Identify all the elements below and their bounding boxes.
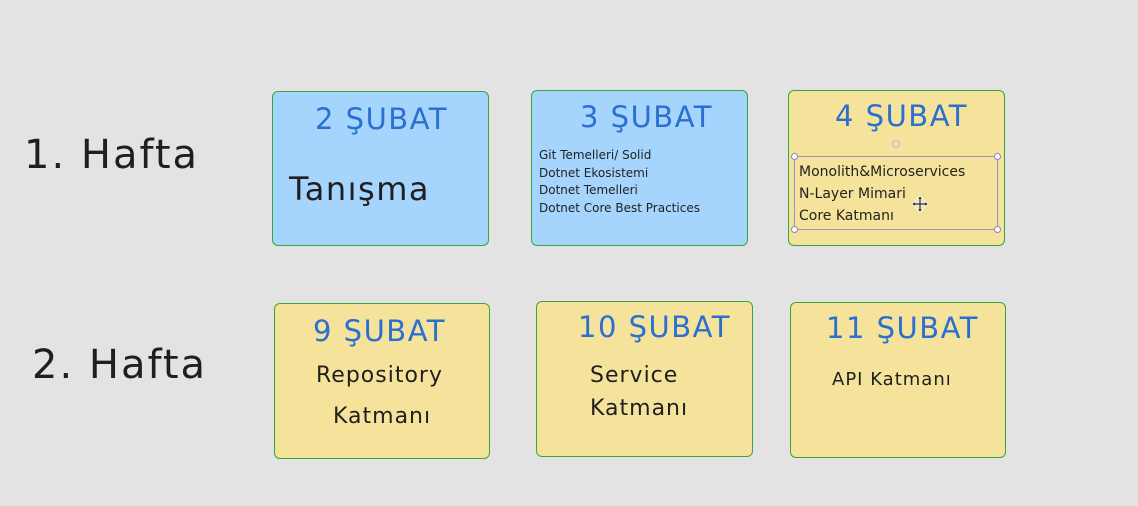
week-2-label[interactable]: 2. Hafta (32, 342, 208, 388)
card-topic-line-2: Katmanı (590, 396, 689, 421)
card-topic: Tanışma (289, 170, 430, 208)
topic-item: Core Katmanı (799, 208, 894, 224)
card-10-subat[interactable] (536, 301, 753, 457)
card-date: 2 ŞUBAT (315, 102, 448, 136)
topic-list (539, 147, 700, 217)
topic-item: Git Temelleri/ Solid (539, 148, 652, 162)
move-cursor-icon (911, 195, 929, 213)
card-topic: API Katmanı (832, 369, 952, 390)
rotate-handle[interactable] (892, 140, 900, 148)
resize-handle-bottom-right[interactable] (994, 226, 1001, 233)
card-date: 3 ŞUBAT (580, 100, 713, 134)
card-topic-line-1: Repository (316, 363, 443, 388)
topic-item: Dotnet Ekosistemi (539, 165, 649, 180)
resize-handle-bottom-left[interactable] (791, 226, 798, 233)
card-2-subat[interactable] (272, 91, 489, 246)
card-9-subat[interactable] (274, 303, 490, 459)
topic-item: Dotnet Temelleri (539, 183, 638, 197)
card-4-subat[interactable] (788, 90, 1005, 246)
card-11-subat[interactable] (790, 302, 1006, 458)
resize-handle-top-left[interactable] (791, 153, 798, 160)
card-3-subat[interactable] (531, 90, 748, 246)
week-1-label[interactable]: 1. Hafta (24, 132, 200, 178)
card-date: 4 ŞUBAT (835, 99, 968, 133)
card-topic-line-1: Service (590, 363, 679, 388)
topic-item: N-Layer Mimari (799, 186, 906, 202)
card-topic-line-2: Katmanı (333, 404, 432, 429)
selected-text-block[interactable] (799, 161, 965, 227)
card-date: 11 ŞUBAT (826, 311, 979, 345)
card-date: 10 ŞUBAT (578, 310, 731, 344)
card-date: 9 ŞUBAT (313, 314, 446, 348)
topic-item: Monolith&Microservices (799, 164, 966, 180)
resize-handle-top-right[interactable] (994, 153, 1001, 160)
topic-item: Dotnet Core Best Practices (539, 200, 700, 215)
